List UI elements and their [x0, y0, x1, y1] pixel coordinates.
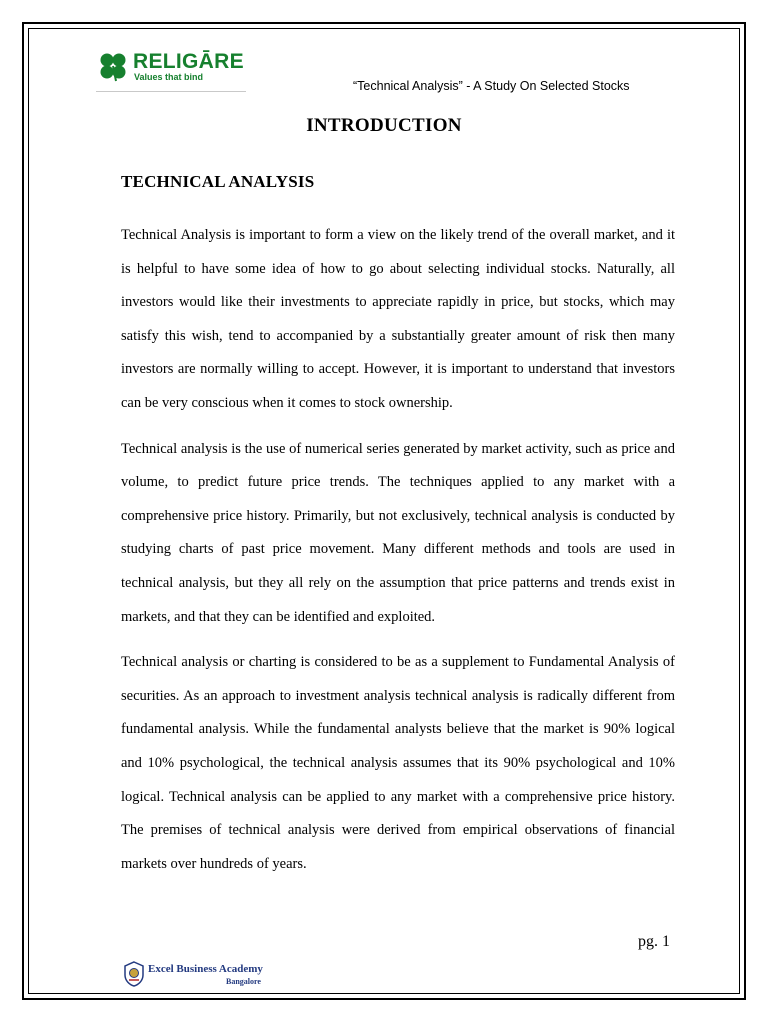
- section-heading: TECHNICAL ANALYSIS: [121, 172, 315, 191]
- academy-city: Bangalore: [226, 977, 261, 986]
- logo-tagline: Values that bind: [134, 72, 204, 82]
- body-text: [121, 219, 675, 893]
- religare-logo: [96, 50, 256, 92]
- logo-wordmark: RELIGĀRE: [133, 50, 244, 73]
- four-leaf-clover-icon: [96, 52, 130, 82]
- running-header: “Technical Analysis” - A Study On Selected Stocks: [353, 79, 630, 93]
- paragraph: Technical analysis or charting is considered to be as a supplement to Fundamental Analysis of securities. As an approach to investment analysis technical analysis is radically different from fundamental analysis. While the fundamental analysts believe that the market is 90% logical and 10% psychological, the technical analysis assumes that its 90% psychological and 10% logical. Technical analysis can be applied to any market with a comprehensive price history. The premises of technical analysis were derived from empirical observations of financial markets over hundreds of years.: [121, 654, 675, 872]
- logo-divider: [96, 91, 246, 92]
- paragraph: Technical Analysis is important to form a view on the likely trend of the overall market, and it is helpful to have some idea of how to go about selecting individual stocks. Naturally, all investors would like their investments to appreciate rapidly in price, but stocks, which may satisfy this wish, tend to accompanied by a substantially greater amount of risk then many investors are normally willing to accept. However, it is important to understand that investors can be very conscious when it comes to stock ownership.: [121, 227, 675, 411]
- paragraph: Technical analysis is the use of numerical series generated by market activity, such as price and volume, to predict future price trends. The techniques applied to any market with a comprehensive price history. Primarily, but not exclusively, technical analysis is conducted by studying charts of past price movement. Many different methods and tools are used in technical analysis, but they all rely on the assumption that price patterns and trends exist in markets, and that they can be identified and exploited.: [121, 440, 675, 625]
- page-title: INTRODUCTION: [306, 115, 462, 136]
- academy-emblem-icon: [123, 961, 145, 987]
- page-number: pg. 1: [638, 933, 670, 950]
- academy-name: Excel Business Academy: [148, 963, 263, 975]
- academy-logo: [121, 958, 279, 992]
